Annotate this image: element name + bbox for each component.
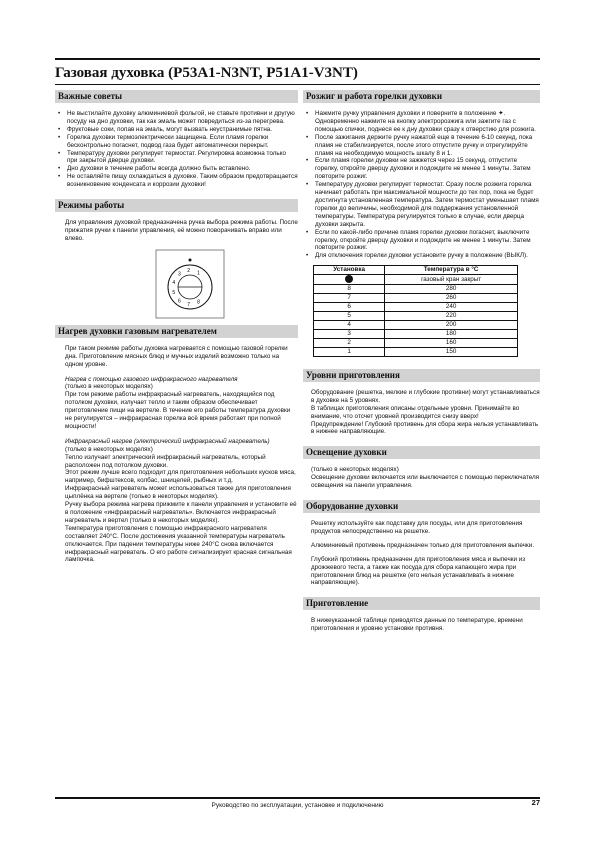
right-column bbox=[303, 90, 540, 633]
mode-dial-svg bbox=[155, 249, 225, 319]
table-header-setting: Установка bbox=[314, 266, 385, 275]
table-row bbox=[314, 320, 518, 329]
table-cell: 3 bbox=[314, 329, 385, 338]
table-cell: 5 bbox=[314, 311, 385, 320]
off-knob-icon bbox=[345, 275, 353, 283]
table-cell: 150 bbox=[385, 347, 518, 356]
list-item: • Фруктовые соки, попав на эмаль, могут вызвать неустранимые пятна. bbox=[55, 126, 298, 134]
section-heading-tips: Важные советы bbox=[55, 90, 298, 103]
list-item: • Дно духовки в течение работы всегда должно быть вставлено. bbox=[55, 165, 298, 173]
section-heading-equipment: Оборудование духовки bbox=[303, 500, 540, 513]
section-heading-lighting: Освещение духовки bbox=[303, 446, 540, 459]
section-heading-heating: Нагрев духовки газовым нагревателем bbox=[55, 325, 298, 338]
dial-mark-label: 6 bbox=[178, 298, 181, 305]
grill2-p3: Инфракрасный нагреватель может использоваться также для приготовления цыплёнка на вертеле (только в некоторых моделях). bbox=[65, 485, 291, 501]
levels-section bbox=[303, 389, 540, 436]
page-number: 27 bbox=[531, 798, 540, 807]
table-header-row bbox=[314, 266, 518, 275]
grill1-text: При том режиме работы инфракрасный нагреватель, находящийся под потолком духовки, излучает тепло и таким образом обеспечивает приготовление пищи на вертеле. В течение его работы температура духовки не регулируется – инфракрасная горелка всё время работает при полной мощности! bbox=[65, 391, 291, 430]
list-item: • Горелка духовки термоэлектрически защищена. Если пламя горелки бесконтрольно погаснет, подвод газа будет автоматически перекрыт. bbox=[55, 134, 298, 150]
tips-section bbox=[55, 110, 298, 189]
list-item: • Для отключения горелки духовки установите ручку в положение (ВЫКЛ). bbox=[303, 252, 540, 260]
temperature-table bbox=[313, 265, 518, 357]
levels-p2: В таблицах приготовления описаны отдельные уровни. Принимайте во внимание, что отсчет уровней производится снизу вверх! bbox=[311, 404, 520, 420]
table-cell: 7 bbox=[314, 293, 385, 302]
dial-mark-label: 4 bbox=[172, 279, 176, 286]
grill2-p5: Температура приготовления с помощью инфракрасного нагревателя составляет 240°C. После достижения указанной температуры нагреватель отключается. При падении температуры ниже 240°C снова включается инфракрасный нагреватель. О его работе сигнализирует красная сигнальная лампочка. bbox=[65, 524, 292, 564]
dial-mark-label: 5 bbox=[172, 289, 176, 296]
dial-marks bbox=[172, 268, 200, 308]
heating-section bbox=[55, 345, 298, 565]
grill1-title: Нагрев с помощью газового инфракрасного нагревателя bbox=[65, 375, 238, 383]
heating-intro: При таком режиме работы духовка нагревается с помощью газовой горелки дна. Приготовление мясных блюд и мучных изделий возможно только на одном уровне. bbox=[65, 344, 288, 368]
table-row bbox=[314, 329, 518, 338]
section-heading-ignition: Розжиг и работа горелки духовки bbox=[303, 90, 540, 103]
dial-mark-label: 3 bbox=[178, 271, 181, 278]
table-cell: 6 bbox=[314, 302, 385, 311]
table-cell: 180 bbox=[385, 329, 518, 338]
grill2-p1: Тепло излучает электрический инфракрасный нагреватель, который расположен под потолком духовки. bbox=[65, 453, 266, 469]
mode-dial-illustration bbox=[155, 249, 225, 319]
list-item: • Нажмите ручку управления духовки и поверните в положение ✦. Одновременно нажмите на кнопку электророзжига или зажгите газ с помощью спички, поднеся ее к дну духовки сразу к отверстию для розжига. bbox=[303, 110, 540, 134]
table-cell: газовый кран закрыт bbox=[385, 275, 518, 285]
table-cell: 1 bbox=[314, 347, 385, 356]
section-heading-cooking: Приготовление bbox=[303, 597, 540, 610]
list-item: • Не выстилайте духовку алюминиевой фольгой, не ставьте противни и другую посуду на дно духовки, так как эмаль может повредиться из-за перегрева. bbox=[55, 110, 298, 126]
table-cell: 260 bbox=[385, 293, 518, 302]
modes-section bbox=[55, 219, 298, 319]
equipment-section bbox=[303, 520, 540, 587]
table-cell: 240 bbox=[385, 302, 518, 311]
lighting-note: (только в некоторых моделях) bbox=[311, 466, 399, 474]
top-rule bbox=[55, 58, 540, 60]
table-cell: 280 bbox=[385, 284, 518, 293]
dial-mark-label: 1 bbox=[197, 270, 200, 277]
grill2-p4: Ручку выбора режима нагрева прижмите к панели управления и установите её в положение «инфракрасный нагреватель». Включается инфракрасный нагреватель и вертел (только в некоторых моделях). bbox=[65, 501, 297, 524]
list-item: • Не оставляйте пищу охлаждаться в духовке. Таким образом предотвращается возникновение конденсата и коррозии духовки! bbox=[55, 173, 298, 189]
modes-text: Для управления духовкой предназначена ручка выбора режима работы. После прижатия ручки к панели управления, её можно поворачивать вправо или влево. bbox=[65, 219, 298, 242]
left-column bbox=[55, 90, 298, 564]
grill2-p2: Этот режим лучше всего подходит для приготовления небольших кусков мяса, например, бифштексов, колбас, шницелей, рыбных и т.д. bbox=[65, 469, 296, 485]
equipment-p2: Алюминиевый противень предназначен только для приготовления выпечки. bbox=[311, 541, 534, 549]
table-row bbox=[314, 338, 518, 347]
dial-mark-label: 2 bbox=[187, 267, 191, 274]
levels-p3: Предупреждение! Глубокий противень для сбора жира нельзя устанавливать в нижнее направляющие. bbox=[311, 420, 538, 436]
table-row bbox=[314, 293, 518, 302]
footer-rule bbox=[55, 797, 540, 799]
list-item: • Температуру духовки регулирует термостат. Регулировка возможна только при закрытой дверце духовки. bbox=[55, 150, 298, 166]
title-rule bbox=[55, 84, 540, 85]
page-title: Газовая духовка (P53A1-N3NT, P51A1-V3NT) bbox=[55, 65, 358, 81]
dial-mark-label: 8 bbox=[197, 299, 200, 306]
equipment-p3: Глубокий противень предназначен для приготовления мяса и выпечки из дрожжевого теста, а также как посуда для сбора капающего жира при приготовлении блюд на решетке (его нельзя устанавливать в нижние направляющие). bbox=[311, 555, 526, 587]
table-cell: 2 bbox=[314, 338, 385, 347]
table-row bbox=[314, 311, 518, 320]
grill1-note: (только в некоторых моделях) bbox=[65, 383, 153, 391]
table-row bbox=[314, 347, 518, 356]
table-header-temp: Температура в °C bbox=[385, 266, 518, 275]
lighting-text: Освещение духовки включается или выключается с помощью переключателя освещения на панели управления. bbox=[311, 474, 540, 490]
cooking-text: В нижеуказанной таблице приводятся данные по температуре, времени приготовления и уровню установки противня. bbox=[311, 617, 523, 633]
table-cell: 8 bbox=[314, 284, 385, 293]
ignition-list bbox=[303, 110, 540, 260]
levels-p1: Оборудование (решетка, мелкие и глубокие противни) могут устанавливаться в духовке на 5 уровнях. bbox=[311, 388, 540, 404]
dial-index-mark bbox=[189, 258, 192, 261]
list-item: • Если по какой-либо причине пламя горелки духовки погаснет, выключите горелку, откройте дверцу духовки и подождите не менее 1 минуты. Затем повторите розжиг. bbox=[303, 229, 540, 253]
table-row bbox=[314, 302, 518, 311]
grill2-title: Инфракрасный нагрев (электрический инфракрасный нагреватель) bbox=[65, 437, 270, 445]
off-position-cell bbox=[314, 275, 385, 285]
footer-text: Руководство по эксплуатации, установке и подключению bbox=[211, 802, 384, 809]
tips-list bbox=[55, 110, 298, 189]
equipment-p1: Решетку используйте как подставку для посуды, или для приготовления продуктов непосредственно на решетке. bbox=[311, 520, 523, 535]
table-cell: 220 bbox=[385, 311, 518, 320]
table-cell: 200 bbox=[385, 320, 518, 329]
lighting-section bbox=[303, 466, 540, 490]
table-row bbox=[314, 275, 518, 285]
section-heading-levels: Уровни приготовления bbox=[303, 369, 540, 382]
cooking-section bbox=[303, 617, 540, 633]
list-item: • Температуру духовки регулирует термостат. Сразу после розжига горелка начинает работать при максимальной мощности до тех пор, пока не будет достигнута установленная температура. Затем термостат уменьшает пламя горелки до величины, необходимой для поддержания установленной температуры. Температура регулируется только в случае, если дверца духовки закрыта. bbox=[303, 181, 540, 228]
grill2-note: (только в некоторых моделях) bbox=[65, 445, 153, 453]
section-heading-modes: Режимы работы bbox=[55, 199, 298, 212]
table-cell: 4 bbox=[314, 320, 385, 329]
table-row bbox=[314, 284, 518, 293]
dial-mark-label: 7 bbox=[187, 301, 191, 308]
list-item: • После зажигания держите ручку нажатой еще в течение 6-10 секунд, пока пламя не стабилизируется, после этого отпустите ручку и отрегулируйте пламя на необходимую мощность шкалу 8 и 1. bbox=[303, 134, 540, 158]
table-cell: 160 bbox=[385, 338, 518, 347]
list-item: • Если пламя горелки духовки не зажжется через 15 секунд, отпустите горелку, откройте дверцу духовки и подождите не менее 1 минуты. Затем повторите розжиг. bbox=[303, 157, 540, 181]
ignition-section bbox=[303, 110, 540, 357]
